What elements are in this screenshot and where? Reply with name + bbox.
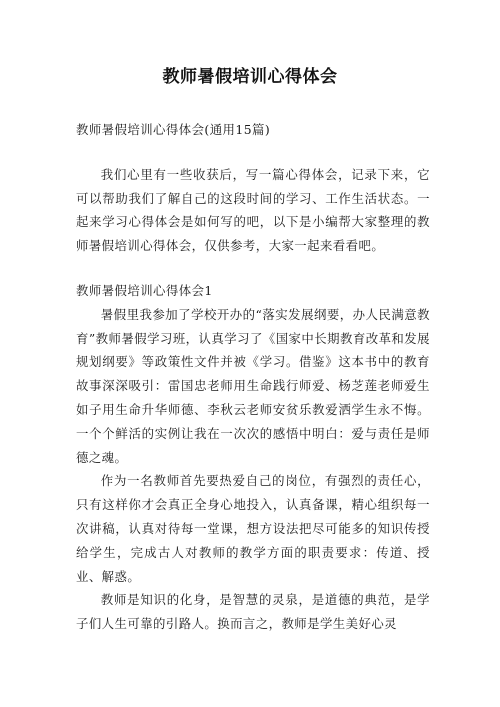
document-subtitle: 教师暑假培训心得体会(通用15篇) (76, 122, 271, 137)
body-paragraph: 作为一名教师首先要热爱自己的岗位，有强烈的责任心，只有这样你才会真正全身心地投入，认真备课，精心组织每一次讲稿，认真对待每一堂课，想方设法把尽可能多的知识传授给学生，完成古人对教师的教学方面的职责要求：传道、授业、解惑。 (76, 473, 430, 584)
intro-paragraph: 我们心里有一些收获后，写一篇心得体会，记录下来，它可以帮助我们了解自己的这段时间的学习、工作生活状态。一起来学习心得体会是如何写的吧，以下是小编帮大家整理的教师暑假培训心得体会，仅供参考，大家一起来看看吧。 (76, 166, 430, 254)
document-title: 教师暑假培训心得体会 (162, 67, 338, 87)
document-body (76, 118, 430, 636)
body-paragraph: 教师是知识的化身，是智慧的灵泉，是道德的典范，是学子们人生可靠的引路人。换而言之，教师是学生美好心灵 (76, 592, 430, 632)
section-heading: 教师暑假培训心得体会1 (76, 282, 213, 298)
body-paragraph: 暑假里我参加了学校开办的“落实发展纲要，办人民满意教育”教师暑假学习班，认真学习了《国家中长期教育改革和发展规划纲要》等政策性文件并被《学习。借鉴》这本书中的教育故事深深吸引：雷国忠老师用生命践行师爱、杨芝莲老师爱生如子用生命升华师德、李秋云老师安贫乐教爱洒学生永不悔。一个个鲜活的实例让我在一次次的感悟中明白：爱与责任是师德之魂。 (76, 306, 430, 465)
